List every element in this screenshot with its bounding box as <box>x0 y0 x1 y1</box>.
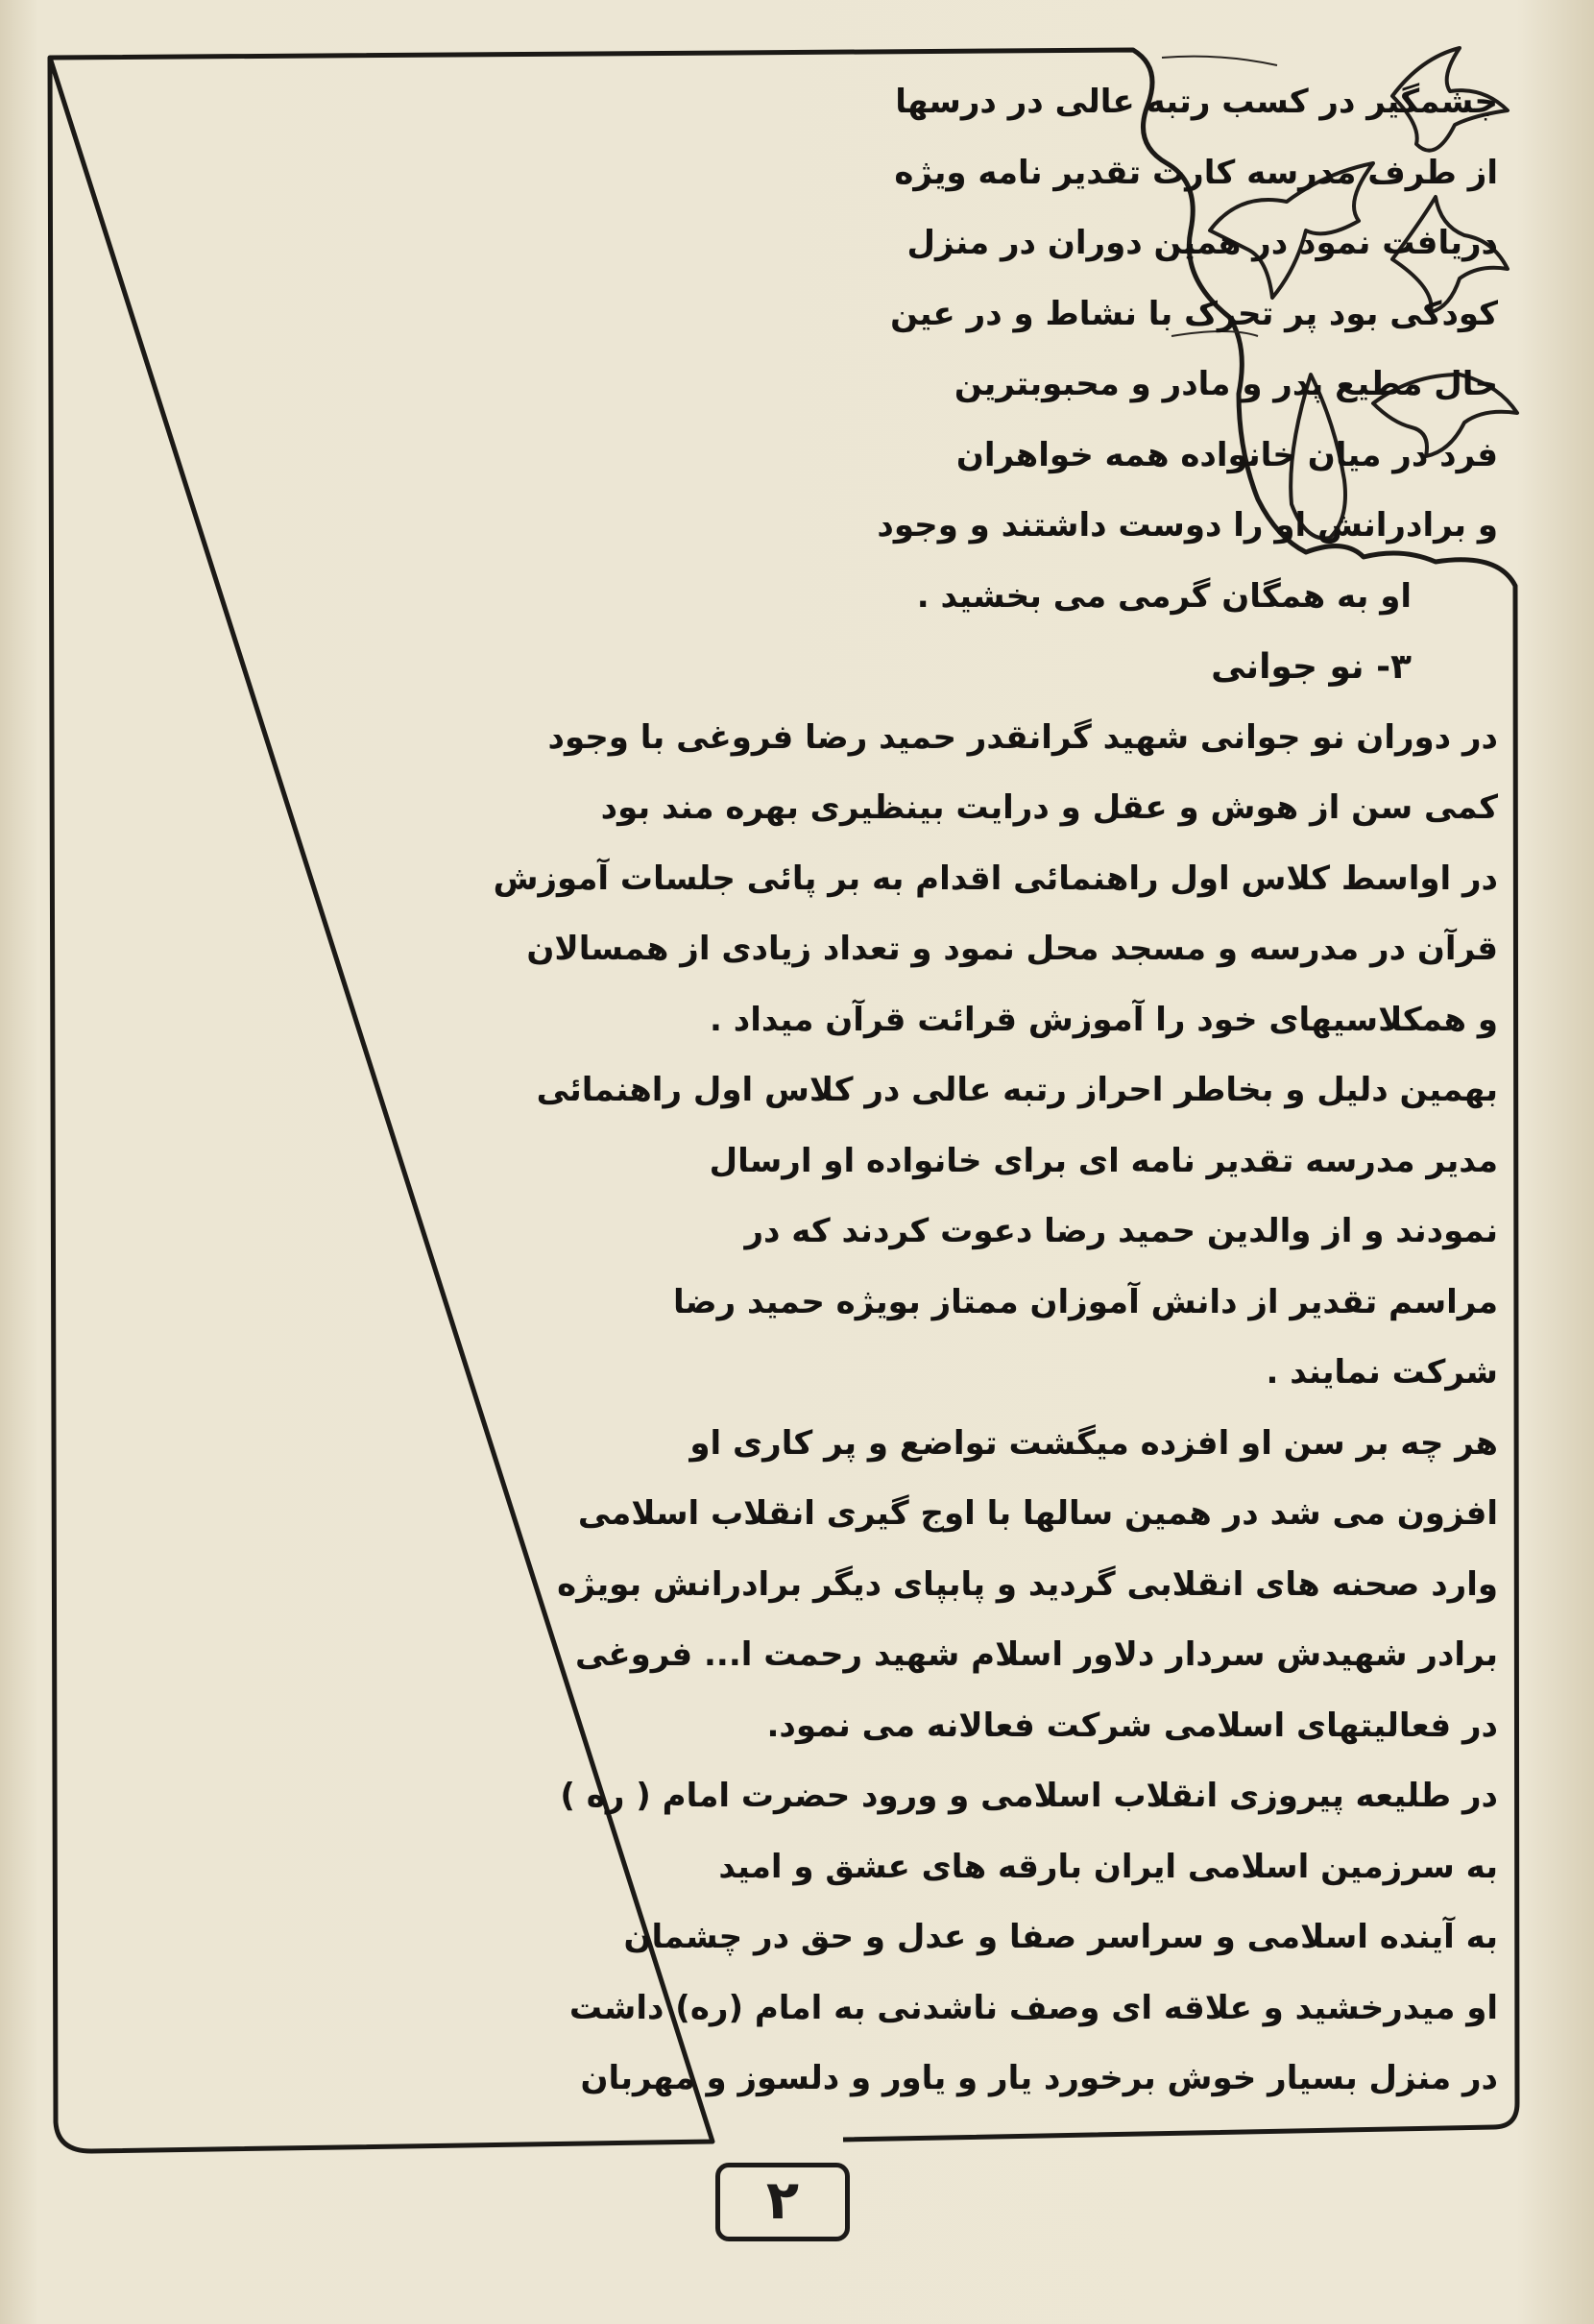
text-line: مدیر مدرسه تقدیر نامه ای برای خانواده او ارسال <box>709 1141 1498 1180</box>
text-line: نمودند و از والدین حمید رضا دعوت کردند که در <box>744 1212 1498 1250</box>
text-line: چشمگیر در کسب رتبه عالی در درسها <box>895 83 1498 121</box>
text-line: برادر شهیدش سردار دلاور اسلام شهید رحمت ا... فروغی <box>575 1635 1498 1674</box>
text-line: در فعالیتهای اسلامی شرکت فعالانه می نمود. <box>766 1706 1498 1745</box>
text-line: به سرزمین اسلامی ایران بارقه های عشق و امید <box>718 1847 1498 1886</box>
text-line: بهمین دلیل و بخاطر احراز رتبه عالی در کلاس اول راهنمائی <box>536 1071 1498 1109</box>
body-text <box>144 67 1498 2115</box>
text-line: مراسم تقدیر از دانش آموزان ممتاز بویژه حمید رضا <box>672 1282 1498 1321</box>
text-line: شرکت نمایند . <box>1266 1353 1498 1392</box>
text-line: او میدرخشید و علاقه ای وصف ناشدنی به امام (ره) داشت <box>568 1988 1498 2027</box>
text-line: در طلیعه پیروزی انقلاب اسلامی و ورود حضرت امام ( ره ) <box>560 1777 1498 1815</box>
text-line: دریافت نمود در همین دوران در منزل <box>906 224 1498 262</box>
text-line: او به همگان گرمی می بخشید . <box>916 576 1412 616</box>
text-line: قرآن در مدرسه و مسجد محل نمود و تعداد زیادی از همسالان <box>526 930 1498 968</box>
text-line: هر چه بر سن او افزده میگشت تواضع و پر کاری او <box>689 1423 1498 1463</box>
text-line: فرد در میان خانواده همه خواهران <box>955 435 1498 474</box>
text-line: کودکی بود پر تحرک با نشاط و در عین <box>890 294 1498 333</box>
text-line: در منزل بسیار خوش برخورد یار و یاور و دلسوز و مهربان <box>580 2059 1498 2097</box>
page-number: ۲ <box>715 2163 850 2241</box>
text-line: و برادرانش او را دوست داشتند و وجود <box>877 506 1498 545</box>
text-line: به آینده اسلامی و سراسر صفا و عدل و حق در چشمان <box>623 1918 1498 1956</box>
text-line: و همکلاسیهای خود را آموزش قرائت قرآن میداد . <box>710 1000 1498 1039</box>
text-line: از طرف مدرسه کارت تقدیر نامه ویژه <box>894 153 1498 192</box>
text-line: افزون می شد در همین سالها با اوج گیری انقلاب اسلامی <box>577 1494 1498 1533</box>
section-heading: ۳- نو جوانی <box>1211 647 1412 687</box>
text-line: کمی سن از هوش و عقل و درایت بینظیری بهره مند بود <box>600 788 1498 827</box>
text-line: وارد صحنه های انقلابی گردید و پابپای دیگر برادرانش بویژه <box>557 1564 1498 1604</box>
text-line: حال مطیع پدر و مادر و محبوبترین <box>954 365 1498 403</box>
text-line: در اواسط کلاس اول راهنمائی اقدام به بر پائی جلسات آموزش <box>493 859 1498 898</box>
text-line: در دوران نو جوانی شهید گرانقدر حمید رضا فروغی با وجود <box>547 717 1498 757</box>
